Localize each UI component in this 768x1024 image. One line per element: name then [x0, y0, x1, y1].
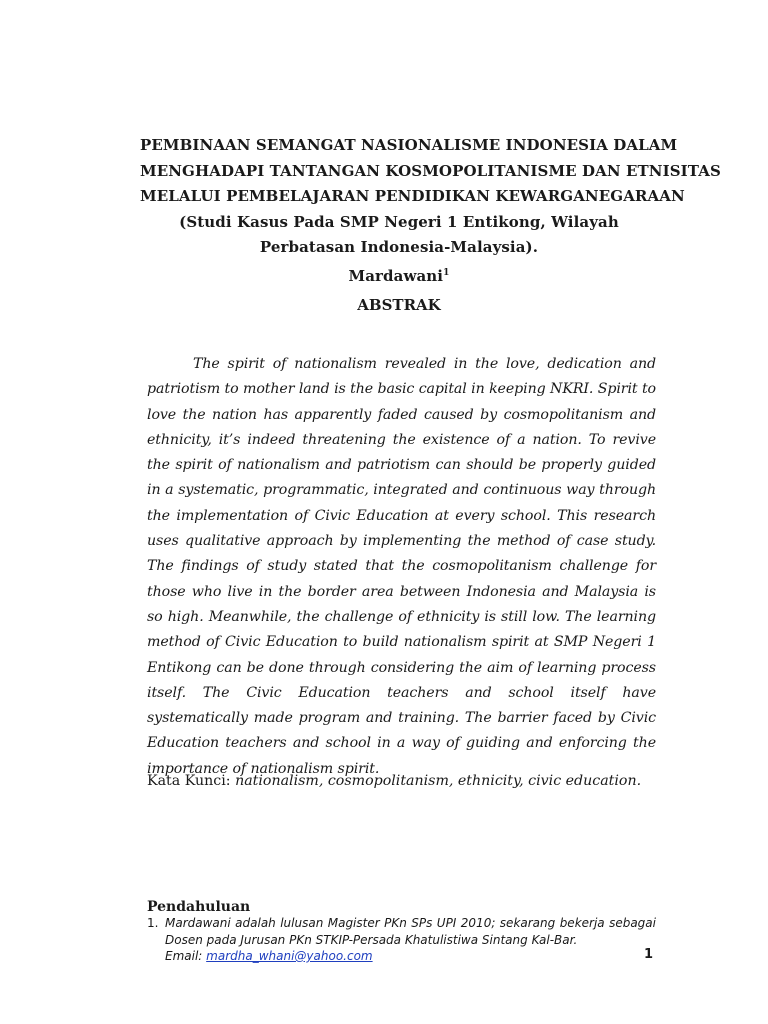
footnote-email-link[interactable]: mardha_whani@yahoo.com	[206, 949, 373, 963]
paper-subtitle: (Studi Kasus Pada SMP Negeri 1 Entikong, Wilayah Perbatasan Indonesia-Malaysia).	[179, 212, 619, 256]
author-line	[140, 261, 658, 290]
abstract-heading: ABSTRAK	[357, 296, 441, 314]
author-name: Mardawani	[348, 266, 444, 285]
keywords-line	[147, 770, 656, 792]
footnote-email-label: Email:	[165, 949, 207, 963]
footnote	[147, 915, 656, 965]
footnote-body	[165, 915, 656, 965]
footnote-text: Mardawani adalah lulusan Magister PKn SPs UPI 2010; sekarang bekerja sebagai Dosen pada Jurusan PKn STKIP-Persada Khatulistiwa Sintang Kal-Bar.	[165, 916, 656, 947]
paper-title-line-3: MELALUI PEMBELAJARAN PENDIDIKAN KEWARGANEGARAAN	[140, 187, 685, 205]
paper-title-line-1: PEMBINAAN SEMANGAT NASIONALISME INDONESIA DALAM	[140, 136, 678, 154]
footnote-number: 1.	[147, 916, 159, 930]
author-footnote-mark: 1	[443, 267, 450, 278]
keywords-label: Kata Kunci:	[147, 773, 236, 789]
section-heading-introduction: Pendahuluan	[147, 899, 251, 915]
page-number: 1	[644, 947, 654, 962]
paper-title-line-2: MENGHADAPI TANTANGAN KOSMOPOLITANISME DAN ETNISITAS	[140, 161, 721, 180]
keywords-values: nationalism, cosmopolitanism, ethnicity, civic education.	[235, 773, 642, 789]
paper-title-block	[140, 133, 721, 289]
abstract-paragraph: The spirit of nationalism revealed in the love, dedication and patriotism to mother land is the basic capital in keeping NKRI. Spirit to love the nation has apparently faded caused by cosmopolitanism and ethnicity, it’s indeed threatening the existence of a nation. To revive the spirit of nationalism and patriotism can should be properly guided in a systematic, programmatic, integrated and continuous way through the implementation of Civic Education at every school. This research uses qualitative approach by implementing the method of case study. The findings of study stated that the cosmopolitanism challenge for those who live in the border area between Indonesia and Malaysia is so high. Meanwhile, the challenge of ethnicity is still low. The learning method of Civic Education to build nationalism spirit at SMP Negeri 1 Entikong can be done through considering the aim of learning process itself. The Civic Education teachers and school itself have systematically made program and training. The barrier faced by Civic Education teachers and school in a way of guiding and enforcing the importance of nationalism spirit.	[147, 356, 656, 777]
